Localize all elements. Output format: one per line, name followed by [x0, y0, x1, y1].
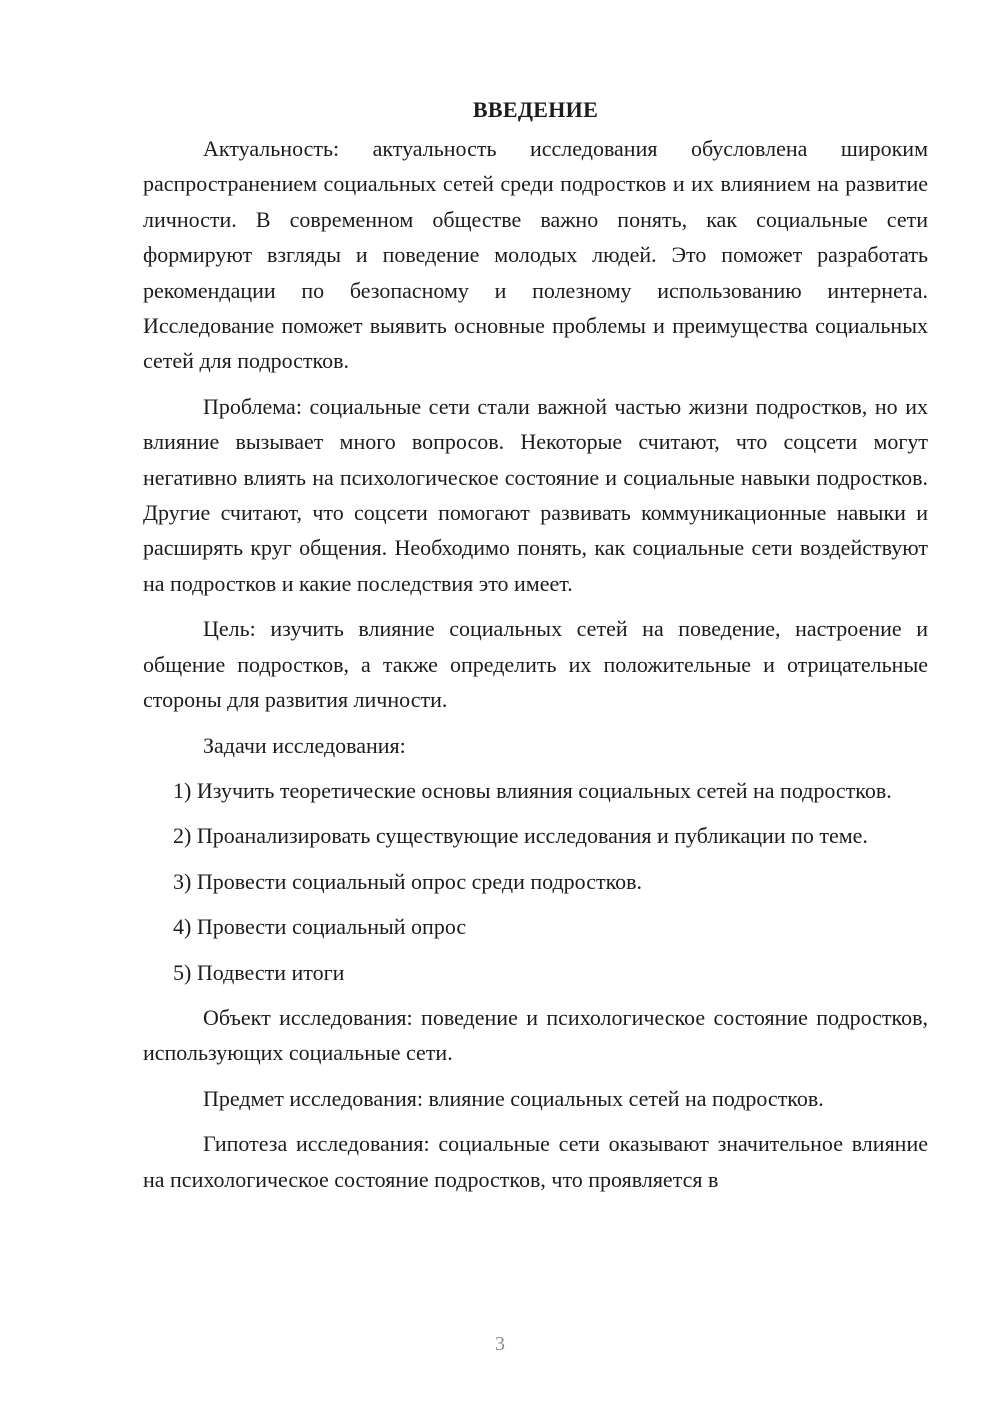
paragraph-subject: Предмет исследования: влияние социальных сетей на подростков.	[203, 1085, 824, 1111]
document-page	[143, 92, 928, 1197]
paragraph-goal: Цель: изучить влияние социальных сетей на поведение, настроение и общение подростков, а также определить их положительные и отрицательные стороны для развития личности.	[143, 616, 928, 713]
list-item: 5) Подвести итоги	[173, 959, 345, 985]
list-item: 4) Провести социальный опрос	[173, 914, 467, 940]
tasks-heading: Задачи исследования:	[203, 732, 406, 758]
section-title: ВВЕДЕНИЕ	[472, 97, 599, 122]
tasks-list	[143, 773, 928, 990]
list-item: 3) Провести социальный опрос среди подростков.	[173, 868, 643, 894]
paragraph-object: Объект исследования: поведение и психологическое состояние подростков, использующих социальные сети.	[143, 1004, 928, 1066]
paragraph-problem: Проблема: социальные сети стали важной частью жизни подростков, но их влияние вызывает много вопросов. Некоторые считают, что соцсети могут негативно влиять на психологическое состояние и социальные навыки подростков. Другие считают, что соцсети помогают развивать коммуникационные навыки и расширять круг общения. Необходимо понять, как социальные сети воздействуют на подростков и какие последствия это имеет.	[143, 393, 928, 596]
paragraph-relevance: Актуальность: актуальность исследования обусловлена широким распространением социальных сетей среди подростков и их влиянием на развитие личности. В современном обществе важно понять, как социальные сети формируют взгляды и поведение молодых людей. Это поможет разработать рекомендации по безопасному и полезному использованию интернета. Исследование поможет выявить основные проблемы и преимущества социальных сетей для подростков.	[143, 136, 928, 374]
list-item: 2) Проанализировать существующие исследования и публикации по теме.	[173, 823, 868, 849]
list-item: 1) Изучить теоретические основы влияния социальных сетей на подростков.	[173, 777, 892, 803]
page-number: 3	[495, 1333, 505, 1355]
paragraph-hypothesis: Гипотеза исследования: социальные сети оказывают значительное влияние на психологическое состояние подростков, что проявляется в	[143, 1131, 928, 1192]
